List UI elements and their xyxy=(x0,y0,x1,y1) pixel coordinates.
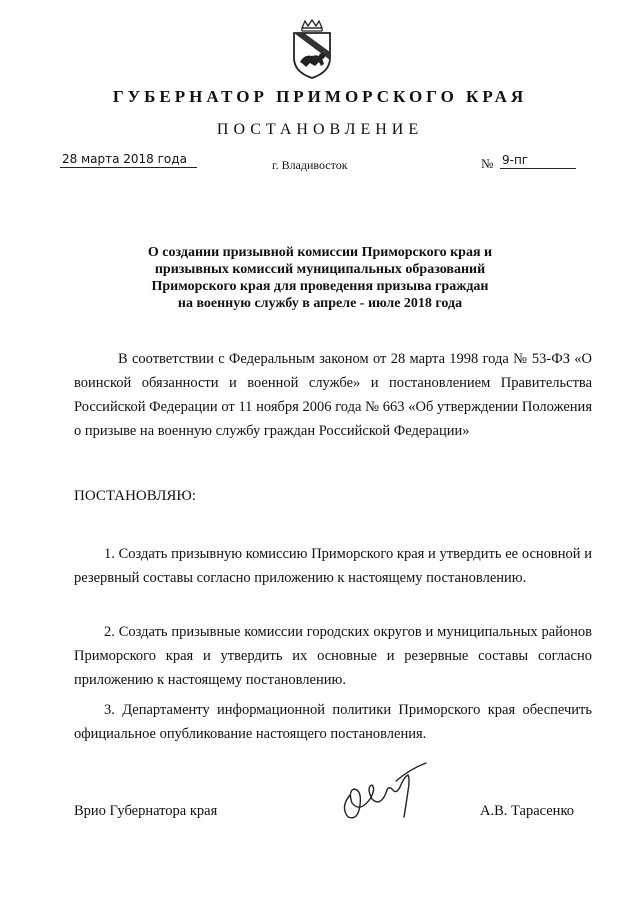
decree-item: 1. Создать призывную комиссию Приморского края и утвердить ее основной и резервный составы согласно приложению к настоящему постановлению. xyxy=(74,546,592,586)
preamble-paragraph: В соответствии с Федеральным законом от 28 марта 1998 года № 53-ФЗ «О воинской обязанности и военной службе» и постановлением Правительства Российской Федерации от 11 ноября 2006 года № 663 «Об утверждении Положения о призыве на военную службу граждан Российской Федерации» xyxy=(74,351,592,439)
signatory-position: Врио Губернатора края xyxy=(74,803,218,819)
subject-line: призывных комиссий муниципальных образований xyxy=(154,262,486,277)
document-type: ПОСТАНОВЛЕНИЕ xyxy=(216,121,424,138)
document-date: 28 марта 2018 года xyxy=(60,152,197,168)
number-label: № xyxy=(481,156,494,171)
subject-line: О создании призывной комиссии Приморского края и xyxy=(147,245,493,260)
decree-item: 2. Создать призывные комиссии городских округов и муниципальных районов Приморского края и утвердить их основные и резервные составы согласно приложению к настоящему постановлению. xyxy=(74,624,592,688)
document-number: 9-пг xyxy=(500,153,576,169)
subject-line: Приморского края для проведения призыва граждан xyxy=(151,279,489,294)
decree-item: 3. Департаменту информационной политики Приморского края обеспечить официальное опубликование настоящего постановления. xyxy=(74,702,592,742)
coat-of-arms-icon xyxy=(288,18,336,80)
decree-heading: ПОСТАНОВЛЯЮ: xyxy=(74,488,196,504)
handwritten-signature xyxy=(330,755,440,825)
subject-line: на военную службу в апреле - июле 2018 года xyxy=(177,296,463,311)
authority-title: ГУБЕРНАТОР ПРИМОРСКОГО КРАЯ xyxy=(112,87,528,106)
signatory-name: А.В. Тарасенко xyxy=(480,803,575,819)
document-city: г. Владивосток xyxy=(272,158,348,172)
document-subject xyxy=(100,244,540,312)
